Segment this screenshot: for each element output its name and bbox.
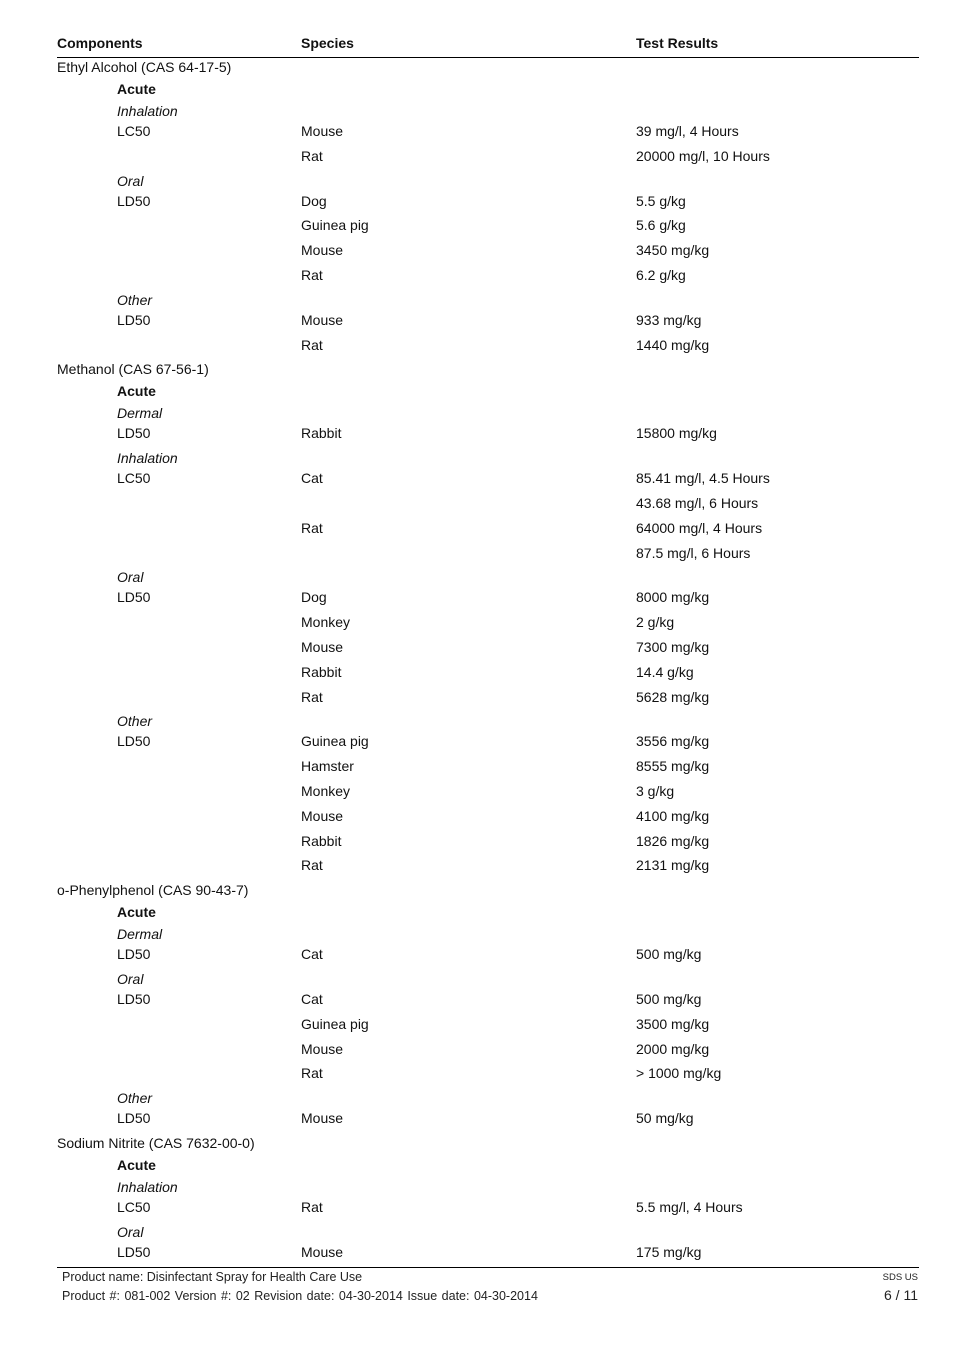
route-row (0, 103, 954, 123)
species-cell: Mouse (301, 807, 344, 824)
result-cell: 1440 mg/kg (636, 336, 710, 353)
table-row (0, 758, 954, 778)
category-row (0, 81, 954, 101)
species-cell: Monkey (301, 614, 351, 631)
result-cell: 4100 mg/kg (636, 807, 710, 824)
species-cell: Rat (301, 519, 323, 536)
test-metric: LD50 (117, 991, 151, 1007)
species-cell: Mouse (301, 123, 344, 139)
component-row (0, 1135, 954, 1155)
species-cell: Guinea pig (301, 1015, 369, 1032)
component-name: Methanol (CAS 67-56-1) (57, 361, 209, 378)
table-row (0, 123, 954, 143)
result-cell: 2 g/kg (636, 614, 675, 631)
table-row (0, 783, 954, 803)
species-cell: Rat (301, 688, 323, 705)
table-row (0, 1199, 954, 1219)
table-row (0, 991, 954, 1011)
exposure-route: Other (117, 1090, 153, 1107)
species-cell: Cat (301, 991, 323, 1007)
route-row (0, 1179, 954, 1199)
exposure-category: Acute (117, 81, 156, 97)
exposure-route: Other (117, 713, 153, 730)
route-row (0, 971, 954, 991)
species-cell: Rat (301, 336, 323, 353)
table-row (0, 689, 954, 709)
table-row (0, 857, 954, 877)
species-cell: Rabbit (301, 425, 342, 442)
table-row (0, 148, 954, 168)
result-cell: 14.4 g/kg (636, 663, 694, 680)
result-cell: 5628 mg/kg (636, 688, 710, 705)
result-cell: 7300 mg/kg (636, 639, 710, 655)
table-row (0, 520, 954, 540)
species-cell: Mouse (301, 639, 344, 655)
component-row (0, 361, 954, 381)
result-cell: 8555 mg/kg (636, 758, 710, 775)
footer-product-info: Product #: 081-002 Version #: 02 Revision date: 04-30-2014 Issue date: 04-30-2014 (62, 1289, 538, 1303)
exposure-category: Acute (117, 1157, 156, 1173)
exposure-category: Acute (117, 383, 156, 400)
exposure-route: Dermal (117, 926, 163, 943)
test-metric: LD50 (117, 425, 151, 442)
test-metric: LD50 (117, 589, 151, 606)
test-metric: LD50 (117, 311, 151, 328)
category-row (0, 383, 954, 403)
test-metric: LD50 (117, 1243, 151, 1260)
table-row (0, 242, 954, 262)
result-cell: 1826 mg/kg (636, 832, 710, 849)
result-cell: 3450 mg/kg (636, 242, 710, 259)
table-row (0, 614, 954, 634)
table-row (0, 337, 954, 357)
species-cell: Rat (301, 1065, 323, 1082)
table-row (0, 545, 954, 565)
table-row (0, 1016, 954, 1036)
route-row (0, 450, 954, 470)
table-row (0, 193, 954, 213)
footer-product-name: Product name: Disinfectant Spray for Health Care Use (62, 1270, 363, 1284)
table-row (0, 1041, 954, 1061)
species-cell: Rat (301, 1199, 323, 1215)
test-metric: LC50 (117, 123, 151, 139)
result-cell: 3556 mg/kg (636, 733, 710, 750)
exposure-route: Oral (117, 971, 144, 987)
result-cell: 3 g/kg (636, 783, 675, 799)
route-row (0, 1224, 954, 1244)
table-row (0, 267, 954, 287)
table-row (0, 1244, 954, 1264)
table-row (0, 589, 954, 609)
result-cell: 5.5 mg/l, 4 Hours (636, 1199, 743, 1215)
species-cell: Rabbit (301, 663, 342, 680)
route-row (0, 405, 954, 425)
table-row (0, 808, 954, 828)
header-components: Components (57, 35, 143, 51)
table-row (0, 470, 954, 490)
species-cell: Mouse (301, 1110, 344, 1127)
result-cell: 8000 mg/kg (636, 589, 710, 606)
result-cell: 2000 mg/kg (636, 1040, 710, 1057)
species-cell: Guinea pig (301, 217, 369, 234)
result-cell: 500 mg/kg (636, 946, 702, 963)
species-cell: Rat (301, 857, 323, 874)
route-row (0, 1090, 954, 1110)
species-cell: Rabbit (301, 832, 342, 849)
result-cell: 20000 mg/l, 10 Hours (636, 147, 770, 164)
result-cell: 500 mg/kg (636, 991, 702, 1007)
table-row (0, 217, 954, 237)
test-metric: LD50 (117, 1110, 151, 1127)
result-cell: 64000 mg/l, 4 Hours (636, 519, 763, 536)
result-cell: 6.2 g/kg (636, 267, 686, 283)
test-metric: LD50 (117, 733, 151, 750)
species-cell: Cat (301, 470, 323, 487)
result-cell: 87.5 mg/l, 6 Hours (636, 544, 751, 561)
species-cell: Dog (301, 589, 327, 606)
component-name: o-Phenylphenol (CAS 90-43-7) (57, 882, 249, 899)
species-cell: Dog (301, 192, 327, 209)
table-row (0, 833, 954, 853)
table-row (0, 639, 954, 659)
route-row (0, 713, 954, 733)
table-row (0, 1065, 954, 1085)
species-cell: Mouse (301, 311, 344, 328)
exposure-route: Inhalation (117, 1179, 178, 1195)
result-cell: 15800 mg/kg (636, 425, 717, 442)
footer-divider (57, 1267, 919, 1268)
table-row (0, 312, 954, 332)
result-cell: 85.41 mg/l, 4.5 Hours (636, 470, 770, 487)
exposure-route: Inhalation (117, 103, 178, 119)
result-cell: 5.5 g/kg (636, 192, 686, 209)
exposure-route: Oral (117, 1223, 144, 1240)
exposure-route: Inhalation (117, 450, 178, 467)
header-species: Species (301, 35, 354, 51)
species-cell: Rat (301, 147, 323, 164)
table-row (0, 664, 954, 684)
species-cell: Hamster (301, 758, 354, 775)
category-row (0, 1157, 954, 1177)
exposure-category: Acute (117, 904, 156, 921)
result-cell: 5.6 g/kg (636, 217, 686, 234)
route-row (0, 173, 954, 193)
test-metric: LD50 (117, 946, 151, 963)
route-row (0, 292, 954, 312)
result-cell: 2131 mg/kg (636, 857, 710, 874)
category-row (0, 904, 954, 924)
species-cell: Mouse (301, 1040, 344, 1057)
exposure-route: Dermal (117, 405, 163, 422)
route-row (0, 569, 954, 589)
result-cell: 175 mg/kg (636, 1243, 702, 1260)
result-cell: 933 mg/kg (636, 311, 702, 328)
result-cell: 50 mg/kg (636, 1110, 694, 1127)
exposure-route: Oral (117, 172, 144, 189)
result-cell: 3500 mg/kg (636, 1015, 710, 1032)
exposure-route: Oral (117, 569, 144, 586)
species-cell: Mouse (301, 1243, 344, 1260)
test-metric: LD50 (117, 192, 151, 209)
footer-doc-type: SDS US (882, 1272, 918, 1283)
species-cell: Rat (301, 267, 323, 283)
species-cell: Monkey (301, 783, 351, 799)
result-cell: > 1000 mg/kg (636, 1065, 722, 1082)
species-cell: Guinea pig (301, 733, 369, 750)
exposure-route: Other (117, 291, 153, 308)
species-cell: Mouse (301, 242, 344, 259)
result-cell: 43.68 mg/l, 6 Hours (636, 495, 759, 511)
test-metric: LC50 (117, 1199, 151, 1215)
component-name: Sodium Nitrite (CAS 7632-00-0) (57, 1135, 255, 1151)
table-row (0, 425, 954, 445)
species-cell: Cat (301, 946, 323, 963)
table-row (0, 1110, 954, 1130)
component-row (0, 882, 954, 902)
footer-page-number: 6 / 11 (884, 1287, 918, 1303)
table-row (0, 495, 954, 515)
component-name: Ethyl Alcohol (CAS 64-17-5) (57, 59, 232, 75)
table-row (0, 733, 954, 753)
table-row (0, 946, 954, 966)
header-results: Test Results (636, 35, 719, 51)
component-row (0, 59, 954, 79)
test-metric: LC50 (117, 470, 151, 487)
result-cell: 39 mg/l, 4 Hours (636, 123, 739, 139)
route-row (0, 926, 954, 946)
